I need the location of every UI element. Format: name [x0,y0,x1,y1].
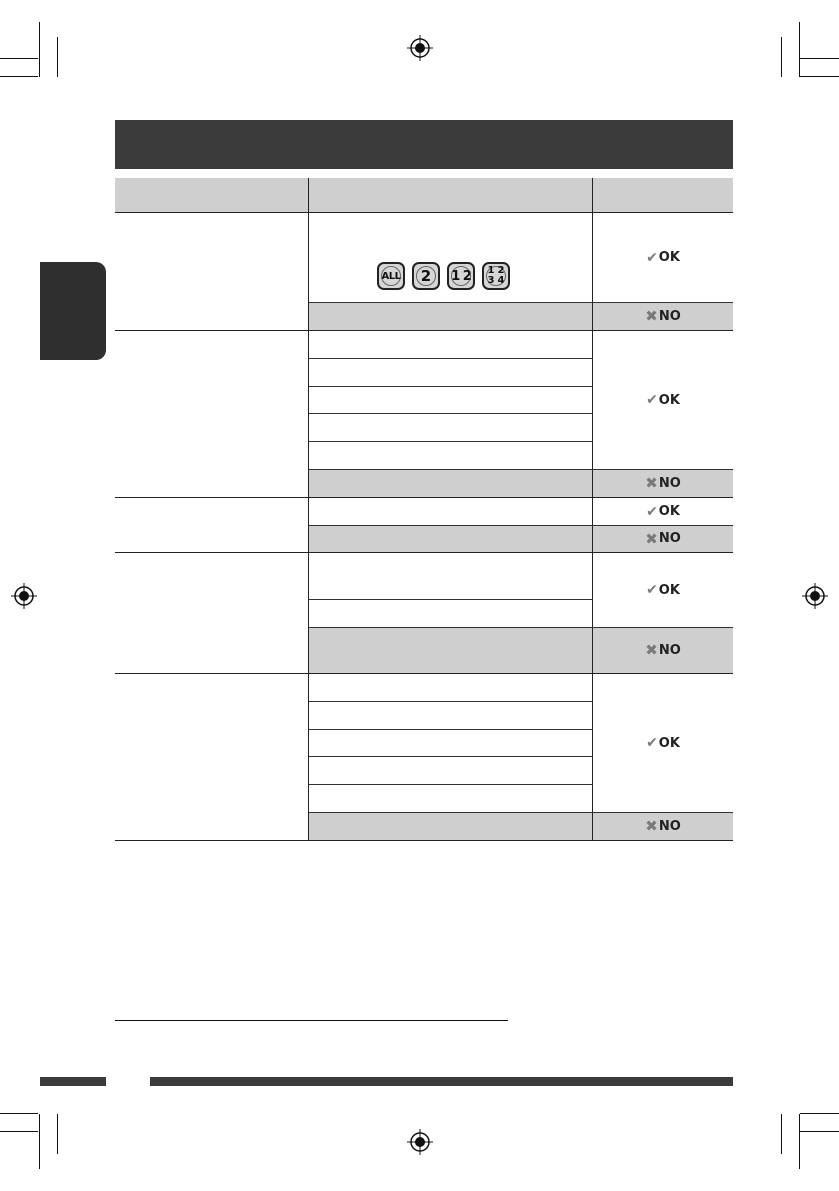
status-ok-badge: ✔ OK [646,503,680,520]
registration-mark-icon [407,35,433,61]
check-icon: ✔ [646,392,658,408]
region-1-2-icon: 1 2 [447,262,475,290]
check-icon: ✔ [646,249,658,266]
cross-icon: ✖ [645,529,658,548]
status-ok-badge: ✔ OK [646,735,680,751]
cross-icon: ✖ [645,817,658,835]
status-ok-badge: ✔ OK [646,249,680,266]
registration-mark-icon [407,1129,433,1155]
registration-mark-icon [11,583,37,609]
status-ok-badge: ✔ OK [646,392,680,408]
cross-icon: ✖ [645,641,658,659]
check-icon: ✔ [646,735,658,751]
table-header-row [115,178,733,212]
region-1-2-3-4-icon: 1 2 3 4 [482,262,510,290]
status-ok-badge: ✔ OK [646,582,680,598]
registration-mark-icon [802,583,828,609]
cross-icon: ✖ [645,474,658,492]
status-no-badge: ✖ NO [645,474,681,492]
status-no-badge: ✖ NO [645,529,681,548]
footnote-rule [115,1020,508,1021]
status-no-badge: ✖ NO [645,817,681,835]
side-language-tab [40,262,106,360]
check-icon: ✔ [646,582,658,598]
region-2-icon: 2 [412,262,440,290]
section-title-band [115,120,733,169]
region-all-icon: ALL [377,262,405,290]
page-number-bar [40,1077,106,1086]
status-no-badge: ✖ NO [645,307,681,325]
check-icon: ✔ [646,503,658,520]
cross-icon: ✖ [645,307,658,325]
status-no-badge: ✖ NO [645,641,681,659]
footer-bar [150,1077,733,1086]
